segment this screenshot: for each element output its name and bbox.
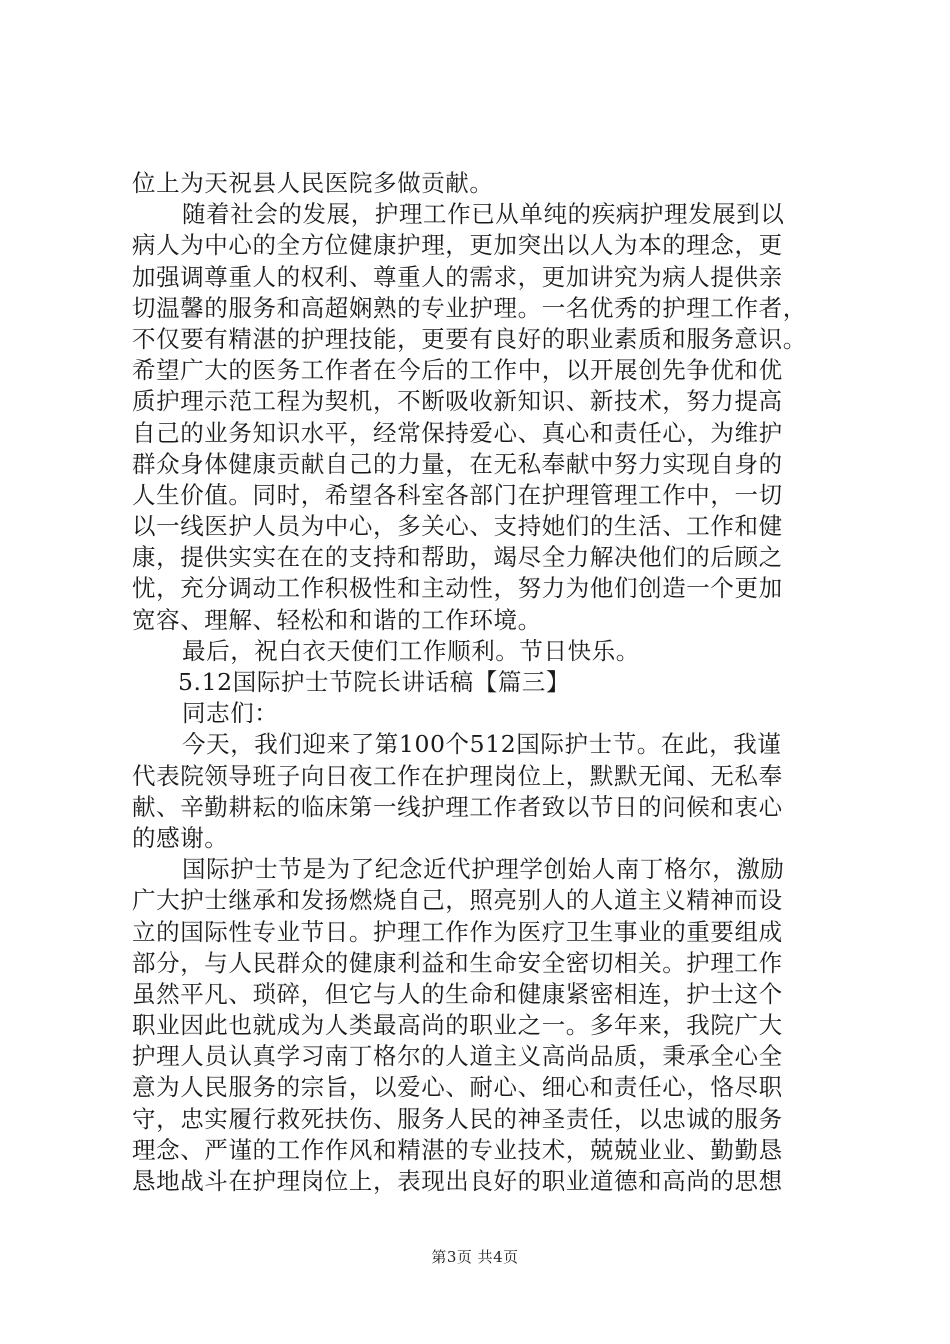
text-line: 不仅要有精湛的护理技能，更要有良好的职业素质和服务意识。 (132, 324, 807, 353)
text-line: 康，提供实实在在的支持和帮助，竭尽全力解决他们的后顾之 (132, 543, 783, 572)
text-line: 恳地战斗在护理岗位上，表现出良好的职业道德和高尚的思想 (132, 1167, 783, 1195)
text-line: 群众身体健康贡献自己的力量，在无私奉献中努力实现自身的 (132, 449, 783, 478)
text-line: 希望广大的医务工作者在今后的工作中，以开展创先争优和优 (132, 356, 783, 385)
text-line: 位上为天祝县人民医院多做贡献。 (132, 169, 494, 197)
text-line: 以一线医护人员为中心，多关心、支持她们的生活、工作和健 (132, 512, 783, 541)
text-line: 理念、严谨的工作作风和精湛的专业技术，兢兢业业、勤勤恳 (132, 1135, 783, 1164)
text-line: 部分，与人民群众的健康利益和生命安全密切相关。护理工作 (132, 948, 783, 977)
text-line: 自己的业务知识水平，经常保持爱心、真心和责任心，为维护 (132, 418, 783, 447)
text-line: 护理人员认真学习南丁格尔的人道主义高尚品质，秉承全心全 (132, 1042, 783, 1071)
paragraph-start: 最后，祝白衣天使们工作顺利。节日快乐。 (182, 636, 640, 665)
document-body (132, 168, 832, 1197)
text-line: 献、辛勤耕耘的临床第一线护理工作者致以节日的问候和衷心 (132, 792, 783, 821)
page-number-footer: 第3页 共4页 (431, 1248, 519, 1266)
section-heading: 5.12国际护士节院长讲话稿【篇三】 (178, 668, 571, 696)
text-line: 代表院领导班子向日夜工作在护理岗位上，默默无闻、无私奉 (132, 761, 783, 790)
text-line: 立的国际性专业节日。护理工作作为医疗卫生事业的重要组成 (132, 917, 783, 946)
text-line: 职业因此也就成为人类最高尚的职业之一。多年来，我院广大 (132, 1011, 783, 1040)
paragraph-start: 随着社会的发展，护理工作已从单纯的疾病护理发展到以 (182, 200, 785, 229)
text-line: 虽然平凡、琐碎，但它与人的生命和健康紧密相连，护士这个 (132, 979, 783, 1008)
text-line: 守，忠实履行救死扶伤、服务人民的神圣责任，以忠诚的服务 (132, 1104, 783, 1133)
text-line: 质护理示范工程为契机，不断吸收新知识、新技术，努力提高 (132, 387, 783, 416)
text-line: 广大护士继承和发扬燃烧自己，照亮别人的人道主义精神而设 (132, 886, 783, 915)
text-line: 的感谢。 (132, 823, 229, 852)
text-line: 忧，充分调动工作积极性和主动性，努力为他们创造一个更加 (132, 574, 783, 603)
text-line: 人生价值。同时，希望各科室各部门在护理管理工作中，一切 (132, 480, 783, 509)
paragraph-start: 国际护士节是为了纪念近代护理学创始人南丁格尔，激励 (182, 855, 785, 884)
text-line: 病人为中心的全方位健康护理，更加突出以人为本的理念，更 (132, 231, 783, 260)
text-line: 宽容、理解、轻松和和谐的工作环境。 (132, 605, 542, 634)
text-line: 加强调尊重人的权利、尊重人的需求，更加讲究为病人提供亲 (132, 262, 783, 291)
salutation: 同志们： (182, 699, 279, 728)
paragraph-start: 今天，我们迎来了第100个512国际护士节。在此，我谨 (182, 730, 782, 759)
text-line: 意为人民服务的宗旨，以爱心、耐心、细心和责任心，恪尽职 (132, 1073, 783, 1102)
text-line: 切温馨的服务和高超娴熟的专业护理。一名优秀的护理工作者， (132, 293, 807, 322)
